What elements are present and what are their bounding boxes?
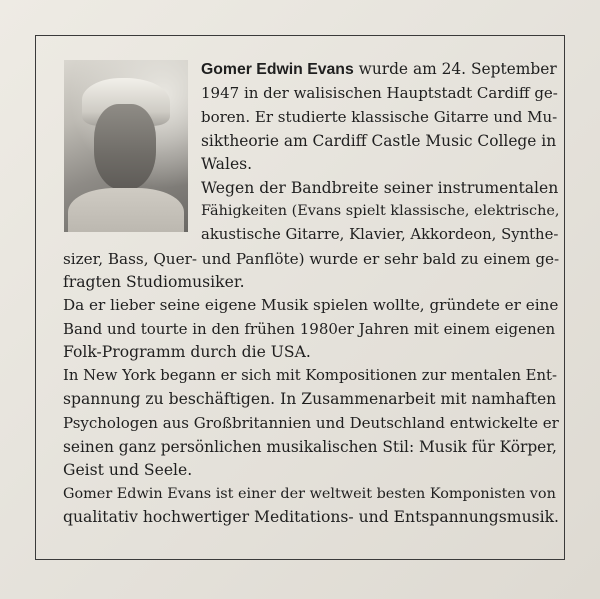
bio-line-1 (201, 58, 557, 81)
bio-line-19: Gomer Edwin Evans ist einer der weltweit besten Komponisten von (63, 486, 556, 502)
bio-line-6: Wegen der Bandbreite seiner instrumentalen (201, 179, 559, 197)
photo-shirt (68, 188, 184, 232)
bio-line-17: seinen ganz persönlichen musikalischen Stil: Musik für Körper, (63, 438, 557, 456)
bio-line-14: In New York begann er sich mit Kompositionen zur mentalen Ent- (63, 367, 557, 384)
artist-name: Gomer Edwin Evans (201, 61, 354, 78)
bio-line-9: sizer, Bass, Quer- und Panflöte) wurde er sehr bald zu einem ge- (63, 250, 560, 268)
bio-line-10: fragten Studiomusiker. (63, 273, 245, 291)
bio-line-7: Fähigkeiten (Evans spielt klassische, elektrische, (201, 203, 560, 219)
bio-line-20: qualitativ hochwertiger Meditations- und Entspannungsmusik. (63, 508, 560, 526)
bio-line-12: Band und tourte in den frühen 1980er Jahren mit einem eigenen (63, 320, 556, 338)
bio-line-4: siktheorie am Cardiff Castle Music College in (201, 132, 557, 150)
bio-line-5: Wales. (201, 155, 253, 173)
photo-face (94, 104, 156, 190)
bio-line-2: 1947 in der walisischen Hauptstadt Cardiff ge- (201, 84, 558, 102)
bio-line-8: akustische Gitarre, Klavier, Akkordeon, Synthe- (201, 226, 559, 243)
bio-line-11: Da er lieber seine eigene Musik spielen wollte, gründete er eine (63, 296, 559, 314)
bio-line-18: Geist und Seele. (63, 461, 193, 479)
bio-line-1-text: wurde am 24. September (353, 60, 557, 78)
bio-line-13: Folk-Programm durch die USA. (63, 343, 311, 361)
bio-line-16: Psychologen aus Großbritannien und Deutschland entwickelte er (63, 414, 559, 432)
bio-line-3: boren. Er studierte klassische Gitarre und Mu- (201, 108, 558, 126)
bio-line-15: spannung zu beschäftigen. In Zusammenarbeit mit namhaften (63, 390, 557, 408)
portrait-photo (64, 60, 188, 232)
